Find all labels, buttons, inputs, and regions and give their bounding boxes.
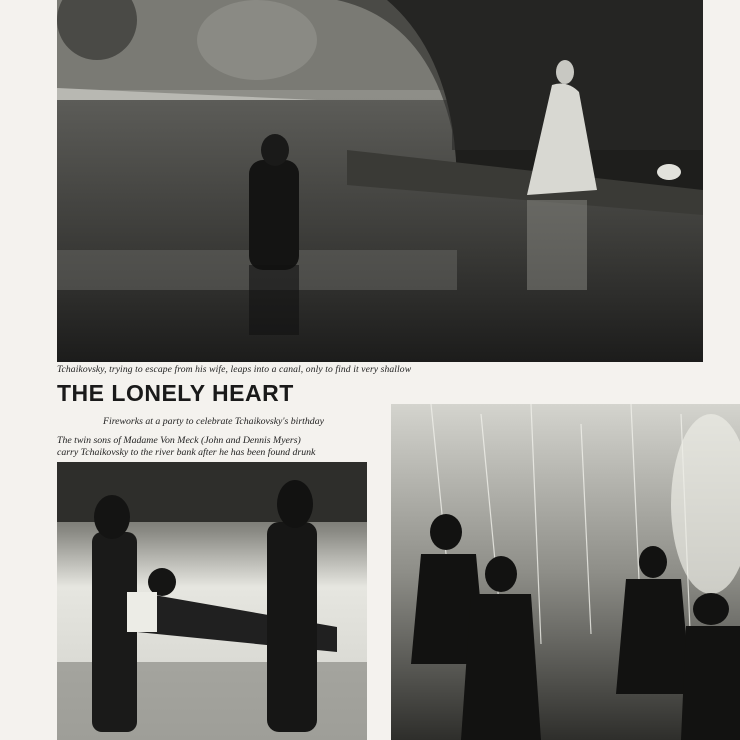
caption-twins-line-1: The twin sons of Madame Von Meck (John and Dennis Myers)	[57, 435, 301, 446]
photo-canal-bridge	[57, 0, 703, 362]
caption-twins-line-2: carry Tchaikovsky to the river bank after he has been found drunk	[57, 447, 316, 458]
caption-fireworks: Fireworks at a party to celebrate Tchaikovsky's birthday	[103, 416, 324, 427]
caption-twins	[57, 435, 377, 459]
headline: THE LONELY HEART	[57, 380, 294, 406]
photo-fireworks-party	[391, 404, 740, 740]
caption-canal: Tchaikovsky, trying to escape from his wife, leaps into a canal, only to find it very shallow	[57, 364, 412, 375]
photo-twins-carrying	[57, 462, 367, 740]
